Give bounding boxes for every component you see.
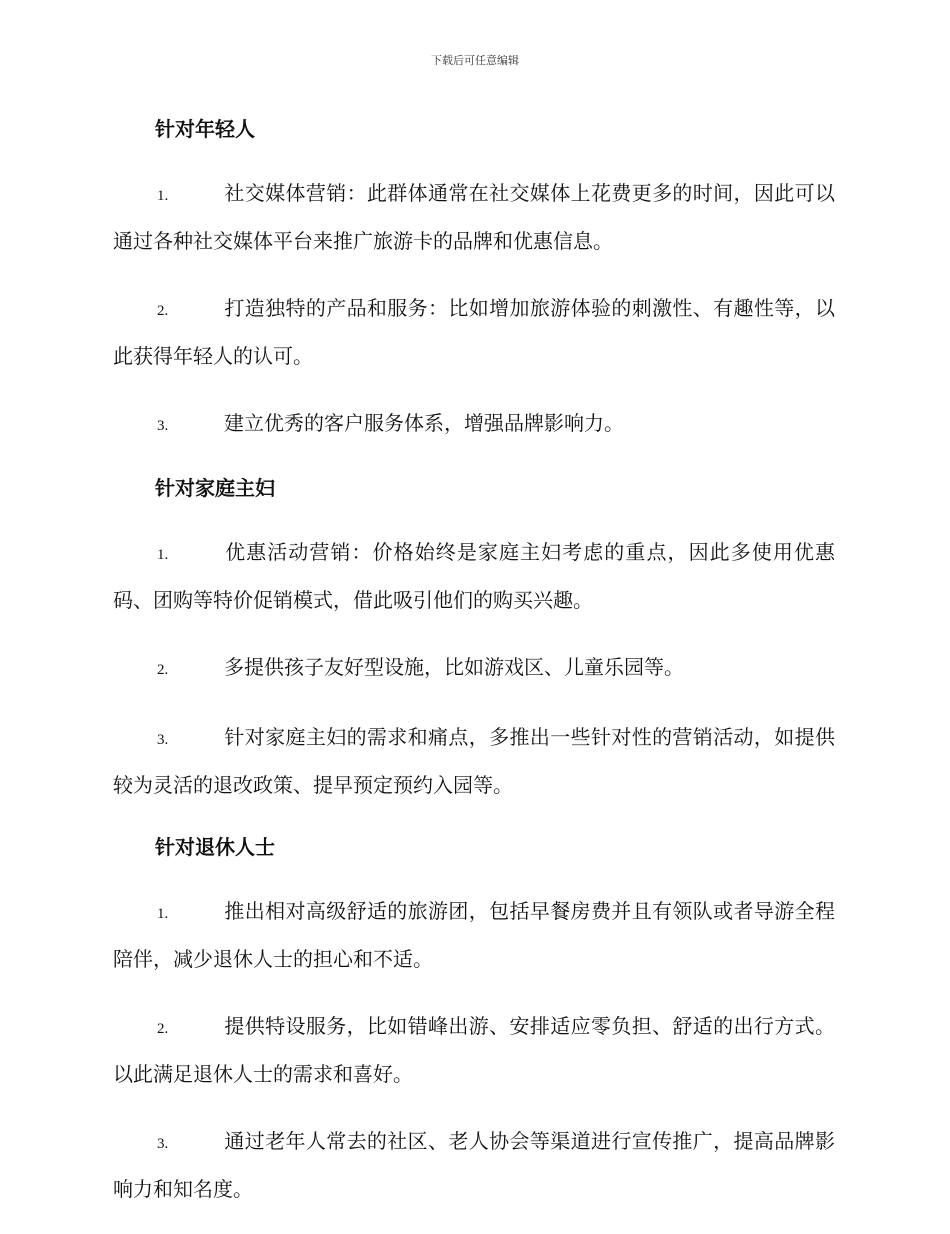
list-item xyxy=(113,1119,835,1212)
item-text: 建立优秀的客户服务体系，增强品牌影响力。 xyxy=(224,411,624,435)
document-body xyxy=(113,112,835,1234)
item-text: 多提供孩子友好型设施，比如游戏区、儿童乐园等。 xyxy=(224,655,684,679)
item-number: 3. xyxy=(157,418,169,434)
list-item xyxy=(113,530,835,623)
section-title: 针对年轻人 xyxy=(155,117,255,141)
section-title: 针对退休人士 xyxy=(155,835,275,859)
list-item xyxy=(113,171,835,264)
item-text: 社交媒体营销：此群体通常在社交媒体上花费更多的时间，因此可以通过各种社交媒体平台来推广旅游卡的品牌和优惠信息。 xyxy=(113,181,835,253)
item-number: 2. xyxy=(157,662,169,678)
item-number: 2. xyxy=(157,1021,169,1037)
item-number: 3. xyxy=(157,732,169,748)
item-number: 1. xyxy=(157,188,169,204)
list-item xyxy=(113,1004,835,1097)
item-number: 1. xyxy=(157,547,169,563)
item-number: 3. xyxy=(157,1136,169,1152)
list-item xyxy=(113,889,835,982)
item-number: 1. xyxy=(157,906,169,922)
item-text: 针对家庭主妇的需求和痛点，多推出一些针对性的营销活动，如提供较为灵活的退改政策、提早预定预约入园等。 xyxy=(113,725,835,797)
section-title: 针对家庭主妇 xyxy=(155,476,275,500)
item-text: 优惠活动营销：价格始终是家庭主妇考虑的重点，因此多使用优惠码、团购等特价促销模式，借此吸引他们的购买兴趣。 xyxy=(113,540,835,612)
list-item xyxy=(113,645,835,693)
item-text: 推出相对高级舒适的旅游团，包括早餐房费并且有领队或者导游全程陪伴，减少退休人士的担心和不适。 xyxy=(113,899,835,971)
section-retirees xyxy=(113,830,835,1212)
page-header: 下载后可任意编辑 xyxy=(431,54,519,67)
section-young-people xyxy=(113,112,835,449)
section-housewives xyxy=(113,471,835,808)
list-item xyxy=(113,401,835,449)
item-text: 打造独特的产品和服务：比如增加旅游体验的刺激性、有趣性等，以此获得年轻人的认可。 xyxy=(113,296,835,368)
list-item xyxy=(113,286,835,379)
item-number: 2. xyxy=(157,303,169,319)
item-text: 提供特设服务，比如错峰出游、安排适应零负担、舒适的出行方式。以此满足退休人士的需求和喜好。 xyxy=(113,1014,835,1086)
list-item xyxy=(113,715,835,808)
item-text: 通过老年人常去的社区、老人协会等渠道进行宣传推广，提高品牌影响力和知名度。 xyxy=(113,1129,835,1201)
